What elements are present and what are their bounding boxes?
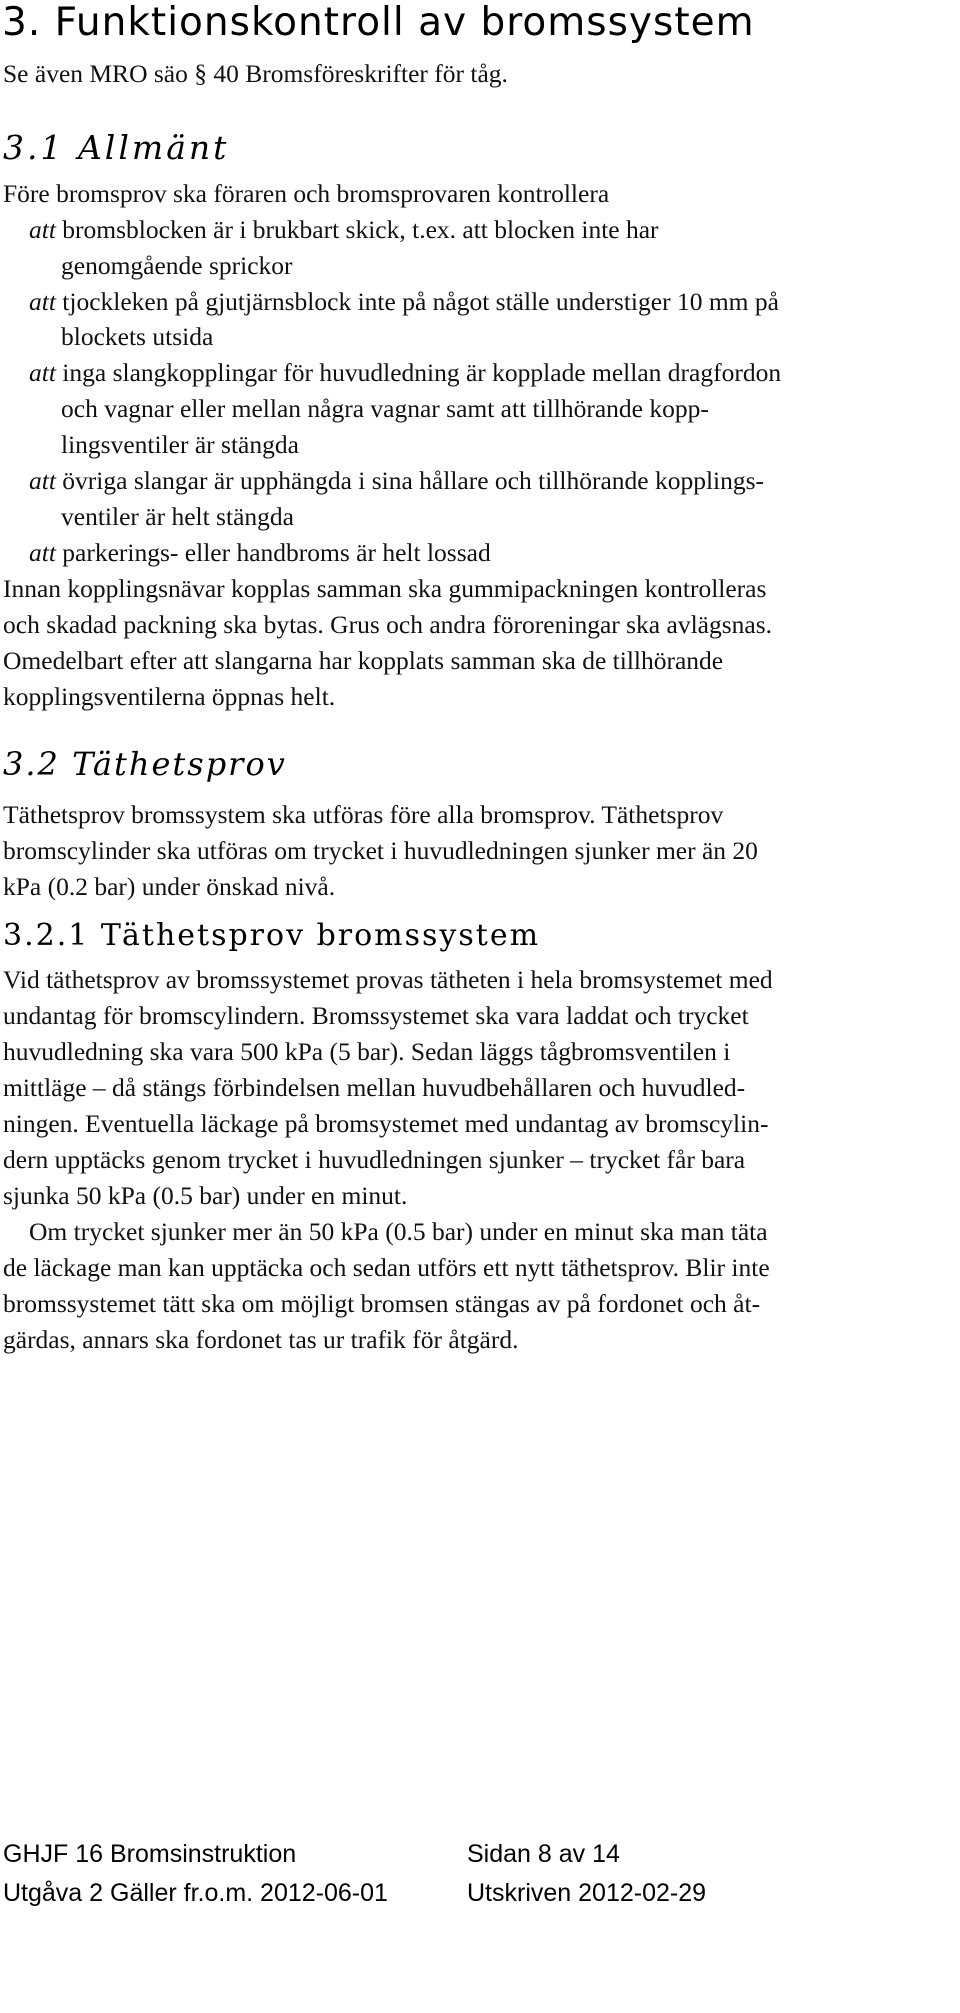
att-word: att [29, 287, 56, 316]
paragraph-line: gärdas, annars ska fordonet tas ur trafik för åtgärd. [3, 1325, 519, 1354]
footer-page-number: Sidan 8 av 14 [467, 1840, 620, 1868]
check-item-3-cont1: och vagnar eller mellan några vagnar samt att tillhörande kopp- [61, 394, 709, 423]
check-item-4-text: övriga slangar är upphängda i sina hållare och tillhörande kopplings- [55, 466, 765, 495]
check-item-1-text: bromsblocken är i brukbart skick, t.ex. att blocken inte har [55, 215, 659, 244]
check-item-1 [29, 215, 659, 245]
intro-line: Före bromsprov ska föraren och bromsprovaren kontrollera [3, 179, 610, 208]
paragraph-line: de läckage man kan upptäcka och sedan utförs ett nytt täthetsprov. Blir inte [3, 1253, 770, 1282]
paragraph-line: Vid täthetsprov av bromssystemet provas tätheten i hela bromsystemet med [3, 965, 773, 994]
section-heading-3-1: 3.1 Allmänt [3, 128, 230, 167]
section-heading-3-2-1: 3.2.1 Täthetsprov bromssystem [3, 918, 541, 953]
paragraph-line: och skadad packning ska bytas. Grus och andra föroreningar ska avlägsnas. [3, 610, 773, 639]
att-word: att [29, 466, 56, 495]
paragraph-line: Innan kopplingsnävar kopplas samman ska gummipackningen kontrolleras [3, 574, 767, 603]
paragraph-line: Täthetsprov bromssystem ska utföras före alla bromsprov. Täthetsprov [3, 800, 724, 829]
paragraph-line: undantag för bromscylindern. Bromssystemet ska vara laddat och trycket [3, 1001, 749, 1030]
att-word: att [29, 358, 56, 387]
check-item-3-text: inga slangkopplingar för huvudledning är kopplade mellan dragfordon [55, 358, 782, 387]
footer-edition: Utgåva 2 Gäller fr.o.m. 2012-06-01 [3, 1879, 388, 1907]
check-item-1-cont: genomgående sprickor [61, 251, 293, 280]
paragraph-line: Omedelbart efter att slangarna har kopplats samman ska de tillhörande [3, 646, 724, 675]
section-heading-3: 3. Funktionskontroll av bromssystem [2, 0, 755, 45]
paragraph-line: kPa (0.2 bar) under önskad nivå. [3, 872, 336, 901]
paragraph-line: bromscylinder ska utföras om trycket i huvudledningen sjunker mer än 20 [3, 836, 758, 865]
footer-document-title: GHJF 16 Bromsinstruktion [3, 1840, 297, 1868]
check-item-5-text: parkerings- eller handbroms är helt lossad [55, 538, 491, 567]
paragraph-line: mittläge – då stängs förbindelsen mellan huvudbehållaren och huvudled- [3, 1073, 746, 1102]
paragraph-line: huvudledning ska vara 500 kPa (5 bar). Sedan läggs tågbromsventilen i [3, 1037, 731, 1066]
check-item-2-cont: blockets utsida [61, 322, 214, 351]
check-item-3 [29, 358, 781, 388]
check-item-4-cont: ventiler är helt stängda [61, 502, 294, 531]
paragraph-line: sjunka 50 kPa (0.5 bar) under en minut. [3, 1181, 408, 1210]
check-item-2 [29, 287, 779, 317]
check-item-2-text: tjockleken på gjutjärnsblock inte på något ställe understiger 10 mm på [55, 287, 779, 316]
paragraph-line: kopplingsventilerna öppnas helt. [3, 682, 336, 711]
att-word: att [29, 538, 56, 567]
section-heading-3-2: 3.2 Täthetsprov [3, 745, 287, 783]
footer-printed-date: Utskriven 2012-02-29 [467, 1879, 707, 1907]
paragraph-line: bromssystemet tätt ska om möjligt bromsen stängas av på fordonet och åt- [3, 1289, 761, 1318]
paragraph-line: dern upptäcks genom trycket i huvudledningen sjunker – trycket får bara [3, 1145, 746, 1174]
see-also-note: Se även MRO säo § 40 Bromsföreskrifter för tåg. [3, 59, 508, 88]
paragraph-line: ningen. Eventuella läckage på bromsystemet med undantag av bromscylin- [3, 1109, 769, 1138]
check-item-3-cont2: lingsventiler är stängda [61, 430, 299, 459]
check-item-5 [29, 538, 491, 568]
paragraph-line: Om trycket sjunker mer än 50 kPa (0.5 bar) under en minut ska man täta [29, 1217, 768, 1246]
check-item-4 [29, 466, 764, 496]
att-word: att [29, 215, 56, 244]
